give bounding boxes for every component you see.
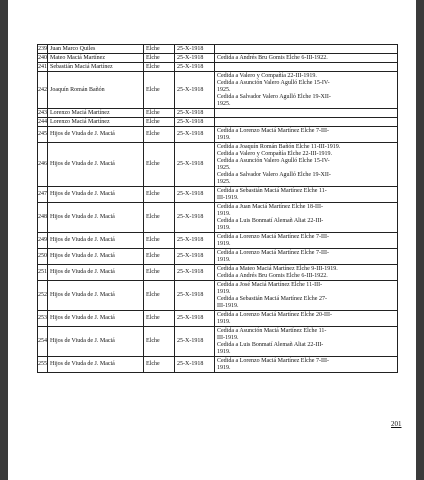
- table-row: [38, 265, 398, 281]
- holder-name-cell: Hijos de Viuda de J. Maciá: [48, 143, 144, 187]
- record-number-cell: 255: [38, 357, 48, 373]
- transfer-notes-cell: [215, 127, 398, 143]
- table-row: [38, 327, 398, 357]
- transfer-note-line: Cedida a Lorenzo Maciá Martínez Elche 20-III-: [217, 311, 332, 318]
- transfer-note-line: Cedida a Juan Maciá Martínez Elche 18-III-: [217, 203, 323, 210]
- transfer-note-line: Cedida a Joaquín Román Bañón Elche 11-III-1919.: [217, 143, 341, 150]
- table-row: [38, 187, 398, 203]
- holder-name-cell: Hijos de Viuda de J. Maciá: [48, 327, 144, 357]
- holder-name-cell: Hijos de Viuda de J. Maciá: [48, 311, 144, 327]
- table-row: [38, 311, 398, 327]
- record-number-cell: 242: [38, 72, 48, 109]
- record-number-cell: 253: [38, 311, 48, 327]
- table-row: [38, 203, 398, 233]
- record-number-cell: 241: [38, 63, 47, 70]
- transfer-note-line: 1919.: [217, 348, 231, 355]
- transfer-note-line: 1925.: [217, 100, 231, 107]
- date-cell: 25-X-1918: [175, 311, 215, 327]
- transfer-note-line: 1919.: [217, 256, 231, 263]
- transfer-note-line: 1919.: [217, 364, 231, 371]
- transfer-notes-cell: [215, 63, 398, 72]
- transfer-note-line: Cedida a Valero y Compañía Elche 22-III-1919.: [217, 150, 333, 157]
- town-cell: Elche: [144, 311, 175, 327]
- transfer-notes-cell: [215, 249, 398, 265]
- town-cell: Elche: [144, 45, 175, 54]
- transfer-note-line: Cedida a Lorenzo Maciá Martínez Elche 7-III-: [217, 127, 329, 134]
- transfer-note-line: Cedida a Lorenzo Maciá Martínez Elche 7-III-: [217, 357, 329, 364]
- town-cell: Elche: [144, 327, 175, 357]
- town-cell: Elche: [144, 143, 175, 187]
- record-number-cell: 249: [38, 233, 48, 249]
- table-row: [38, 63, 398, 72]
- table-row: [38, 54, 398, 63]
- holder-name-cell: Hijos de Viuda de J. Maciá: [48, 249, 144, 265]
- transfer-note-line: Cedida a Asunción Maciá Martínez Elche 11-: [217, 327, 327, 334]
- town-cell: Elche: [144, 54, 175, 63]
- transfer-note-line: 1919.: [217, 318, 231, 325]
- register-table: [37, 44, 398, 373]
- register-table-body: [38, 45, 398, 373]
- transfer-note-line: Cedida a Luis Bonmatí Alemañ Aliat 22-III-: [217, 341, 324, 348]
- transfer-note-line: Cedida a Lorenzo Maciá Martínez Elche 7-III-: [217, 249, 329, 256]
- holder-name-cell: Hijos de Viuda de J. Maciá: [48, 233, 144, 249]
- transfer-notes-cell: [215, 118, 398, 127]
- transfer-notes-cell: [215, 45, 398, 54]
- date-cell: 25-X-1918: [175, 118, 215, 127]
- transfer-notes-cell: [215, 233, 398, 249]
- record-number-cell: 243: [38, 109, 47, 116]
- transfer-note-line: III-1919.: [217, 194, 239, 201]
- holder-name-cell: Hijos de Viuda de J. Maciá: [48, 203, 144, 233]
- date-cell: 25-X-1918: [175, 72, 215, 109]
- transfer-note-line: 1925.: [217, 86, 231, 93]
- transfer-note-line: Cedida a Asunción Valero Agulló Elche 15-IV-: [217, 157, 330, 164]
- record-number-cell: 247: [38, 187, 48, 203]
- date-cell: 25-X-1918: [175, 249, 215, 265]
- transfer-notes-cell: [215, 72, 398, 109]
- record-number-cell: 240: [38, 54, 47, 61]
- holder-name-cell: Hijos de Viuda de J. Maciá: [48, 127, 144, 143]
- date-cell: 25-X-1918: [175, 265, 215, 281]
- transfer-notes-cell: [215, 143, 398, 187]
- holder-name-cell: Hijos de Viuda de J. Maciá: [48, 265, 144, 281]
- transfer-note-line: 1925.: [217, 164, 231, 171]
- date-cell: 25-X-1918: [175, 63, 215, 72]
- transfer-notes-cell: [215, 311, 398, 327]
- table-row: [38, 72, 398, 109]
- transfer-note-line: 1919.: [217, 210, 231, 217]
- transfer-note-line: Cedida a Lorenzo Maciá Martínez Elche 7-III-: [217, 233, 329, 240]
- record-number-cell: 244: [38, 118, 47, 125]
- date-cell: 25-X-1918: [175, 54, 215, 63]
- holder-name-cell: Hijos de Viuda de J. Maciá: [48, 187, 144, 203]
- transfer-note-line: Cedida a Luis Bonmatí Alemañ Aliat 22-III-: [217, 217, 324, 224]
- transfer-notes-cell: [215, 265, 398, 281]
- date-cell: 25-X-1918: [175, 187, 215, 203]
- transfer-note-line: Cedida a Asunción Valero Agulló Elche 15-IV-: [217, 79, 330, 86]
- transfer-note-line: Cedida a Salvador Valero Agulló Elche 19-XII-: [217, 171, 331, 178]
- record-number-cell: 254: [38, 327, 48, 357]
- town-cell: Elche: [144, 127, 175, 143]
- transfer-note-line: Cedida a Sebastián Maciá Martínez Elche 11-: [217, 187, 327, 194]
- transfer-note-line: Cedida a Mateo Maciá Martínez Elche 9-III-1919.: [217, 265, 338, 272]
- transfer-note-line: 1919.: [217, 134, 231, 141]
- town-cell: Elche: [144, 63, 175, 72]
- date-cell: 25-X-1918: [175, 357, 215, 373]
- transfer-note-line: 1925.: [217, 178, 231, 185]
- town-cell: Elche: [144, 281, 175, 311]
- holder-name-cell: Lorenzo Maciá Martínez: [48, 109, 144, 118]
- town-cell: Elche: [144, 72, 175, 109]
- holder-name-cell: Mateo Maciá Martínez: [48, 54, 144, 63]
- date-cell: 25-X-1918: [175, 45, 215, 54]
- town-cell: Elche: [144, 233, 175, 249]
- transfer-note-line: Cedida a José Maciá Martínez Elche 11-III-: [217, 281, 323, 288]
- holder-name-cell: Hijos de Viuda de J. Maciá: [48, 281, 144, 311]
- town-cell: Elche: [144, 265, 175, 281]
- date-cell: 25-X-1918: [175, 327, 215, 357]
- table-row: [38, 249, 398, 265]
- transfer-note-line: Cedida a Andrés Bru Gomis Elche 6-III-1922.: [217, 54, 328, 61]
- town-cell: Elche: [144, 249, 175, 265]
- transfer-note-line: Cedida a Sebastián Maciá Martínez Elche 27-: [217, 295, 327, 302]
- transfer-notes-cell: [215, 109, 398, 118]
- table-row: [38, 281, 398, 311]
- holder-name-cell: Lorenzo Maciá Martínez: [48, 118, 144, 127]
- table-row: [38, 233, 398, 249]
- town-cell: Elche: [144, 203, 175, 233]
- transfer-note-line: 1919.: [217, 240, 231, 247]
- record-number-cell: 250: [38, 249, 48, 265]
- transfer-notes-cell: [215, 327, 398, 357]
- date-cell: 25-X-1918: [175, 233, 215, 249]
- page-number: 201: [391, 420, 402, 428]
- transfer-notes-cell: [215, 54, 398, 63]
- town-cell: Elche: [144, 357, 175, 373]
- transfer-notes-cell: [215, 357, 398, 373]
- transfer-notes-cell: [215, 203, 398, 233]
- holder-name-cell: Joaquín Román Bañón: [48, 72, 144, 109]
- town-cell: Elche: [144, 109, 175, 118]
- document-page: [8, 0, 416, 480]
- transfer-note-line: Cedida a Valero y Compañía 22-III-1919.: [217, 72, 317, 79]
- record-number-cell: 239: [38, 45, 47, 52]
- date-cell: 25-X-1918: [175, 203, 215, 233]
- transfer-notes-cell: [215, 187, 398, 203]
- transfer-note-line: Cedida a Salvador Valero Agulló Elche 19-XII-: [217, 93, 331, 100]
- table-row: [38, 143, 398, 187]
- record-number-cell: 252: [38, 281, 48, 311]
- date-cell: 25-X-1918: [175, 281, 215, 311]
- town-cell: Elche: [144, 118, 175, 127]
- record-number-cell: 251: [38, 265, 48, 281]
- table-row: [38, 357, 398, 373]
- date-cell: 25-X-1918: [175, 143, 215, 187]
- table-row: [38, 118, 398, 127]
- date-cell: 25-X-1918: [175, 109, 215, 118]
- record-number-cell: 245: [38, 127, 48, 143]
- holder-name-cell: Sebastián Maciá Martínez: [48, 63, 144, 72]
- holder-name-cell: Hijos de Viuda de J. Maciá: [48, 357, 144, 373]
- table-row: [38, 45, 398, 54]
- transfer-note-line: III-1919.: [217, 302, 239, 309]
- table-row: [38, 109, 398, 118]
- date-cell: 25-X-1918: [175, 127, 215, 143]
- transfer-note-line: III-1919.: [217, 334, 239, 341]
- record-number-cell: 248: [38, 203, 48, 233]
- record-number-cell: 246: [38, 143, 48, 187]
- town-cell: Elche: [144, 187, 175, 203]
- holder-name-cell: Juan Marco Quiles: [48, 45, 144, 54]
- transfer-note-line: Cedida a Andrés Bru Gomis Elche 6-III-1922.: [217, 272, 328, 279]
- transfer-notes-cell: [215, 281, 398, 311]
- transfer-note-line: 1919.: [217, 288, 231, 295]
- transfer-note-line: 1919.: [217, 224, 231, 231]
- table-row: [38, 127, 398, 143]
